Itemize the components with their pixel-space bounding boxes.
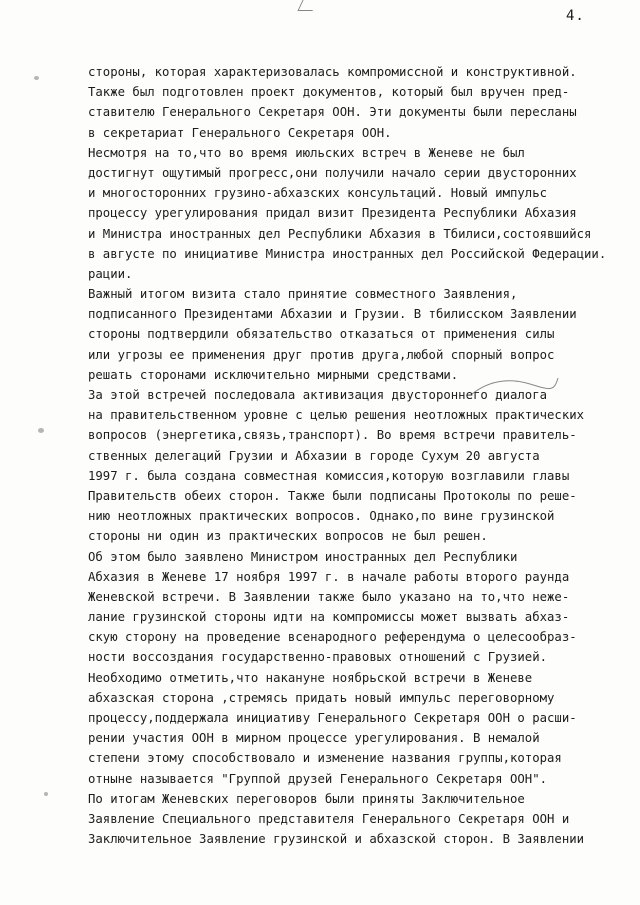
text-line: абхазская сторона ,стремясь придать новый импульс переговорному <box>88 690 555 705</box>
text-line: решать сторонами исключительно мирными средствами. <box>88 367 459 382</box>
scan-speck <box>34 76 39 80</box>
text-line: достигнут ощутимый прогресс,они получили начало серии двусторонних <box>88 165 577 180</box>
text-line: и Министра иностранных дел Республики Абхазия в Тбилиси,состоявшийся <box>88 226 592 241</box>
text-line: Об этом было заявлено Министром иностранных дел Республики <box>88 549 518 564</box>
scan-speck <box>38 428 44 433</box>
text-line: стороны ни один из практических вопросов не был решен. <box>88 529 488 544</box>
text-line: Несмотря на то,что во время июльских встреч в Женеве не был <box>88 145 525 160</box>
text-line: 1997 г. была создана совместная комиссия,которую возглавили главы <box>88 468 570 483</box>
text-line: Также был подготовлен проект документов, который был вручен пред- <box>88 85 570 100</box>
text-line: Необходимо отметить,что накануне ноябрьской встречи в Женеве <box>88 670 533 685</box>
text-line: По итогам Женевских переговоров были приняты Заключительное <box>88 791 525 806</box>
text-line: или угрозы ее применения друг против друга,любой спорный вопрос <box>88 347 555 362</box>
text-line: Правительств обеих сторон. Также были подписаны Протоколы по реше- <box>88 488 577 503</box>
text-line: степени этому способствовало и изменение названия группы,которая <box>88 751 562 766</box>
text-line: вопросов (энергетика,связь,транспорт). Во время встречи правитель- <box>88 428 577 443</box>
pen-tick-mark <box>297 0 317 11</box>
text-line: процессу урегулирования придал визит Президента Республики Абхазия <box>88 206 577 221</box>
text-line: лание грузинской стороны идти на компромиссы может вызвать абхаз- <box>88 610 570 625</box>
text-line: ности воссоздания государственно-правовых отношений с Грузией. <box>88 650 548 665</box>
text-line: Женевской встречи. В Заявлении также было указано на то,что неже- <box>88 589 570 604</box>
text-line: нию неотложных практических вопросов. Однако,по вине грузинской <box>88 509 555 524</box>
text-line: процессу,поддержала инициативу Генерального Секретаря ООН о расши- <box>88 711 577 725</box>
scan-speck <box>44 792 48 796</box>
text-line: отныне называется "Группой друзей Генерального Секретаря ООН". <box>88 771 548 786</box>
text-line: Абхазия в Женеве 17 ноября 1997 г. в начале работы второго раунда <box>88 569 570 584</box>
text-line: в августе по инициативе Министра иностранных дел Российской Федерации. <box>88 246 607 261</box>
page-number: 4. <box>566 8 585 24</box>
text-line: подписанного Президентами Абхазии и Грузии. В тбилисском Заявлении <box>88 307 577 322</box>
text-line: Заключительное Заявление грузинской и абхазской сторон. В Заявлении <box>88 832 585 847</box>
text-line: Заявление Специального представителя Генерального Секретаря ООН и <box>88 811 570 826</box>
text-line: стороны, которая характеризовалась компромиссной и конструктивной. <box>88 65 577 79</box>
text-line: Важный итогом визита стало принятие совместного Заявления, <box>88 287 518 302</box>
text-line: и многосторонних грузино-абхазских консультаций. Новый импульс <box>88 186 548 201</box>
text-line: в секретариат Генерального Секретаря ООН. <box>88 125 392 140</box>
text-line: ставителю Генерального Секретаря ООН. Эти документы были пересланы <box>88 105 577 120</box>
text-line: стороны подтвердили обязательство отказаться от применения силы <box>88 327 555 342</box>
body-text <box>88 62 628 849</box>
text-line: на правительственном уровне с целью решения неотложных практических <box>88 408 585 423</box>
text-line: скую сторону на проведение всенародного референдума о целесообраз- <box>88 630 577 645</box>
text-line: ственных делегаций Грузии и Абхазии в городе Сухум 20 августа <box>88 448 540 463</box>
text-line: рации. <box>88 266 133 281</box>
text-line: За этой встречей последовала активизация двустороннего диалога <box>88 388 548 402</box>
text-line: рении участия ООН в мирном процессе урегулирования. В немалой <box>88 731 540 746</box>
